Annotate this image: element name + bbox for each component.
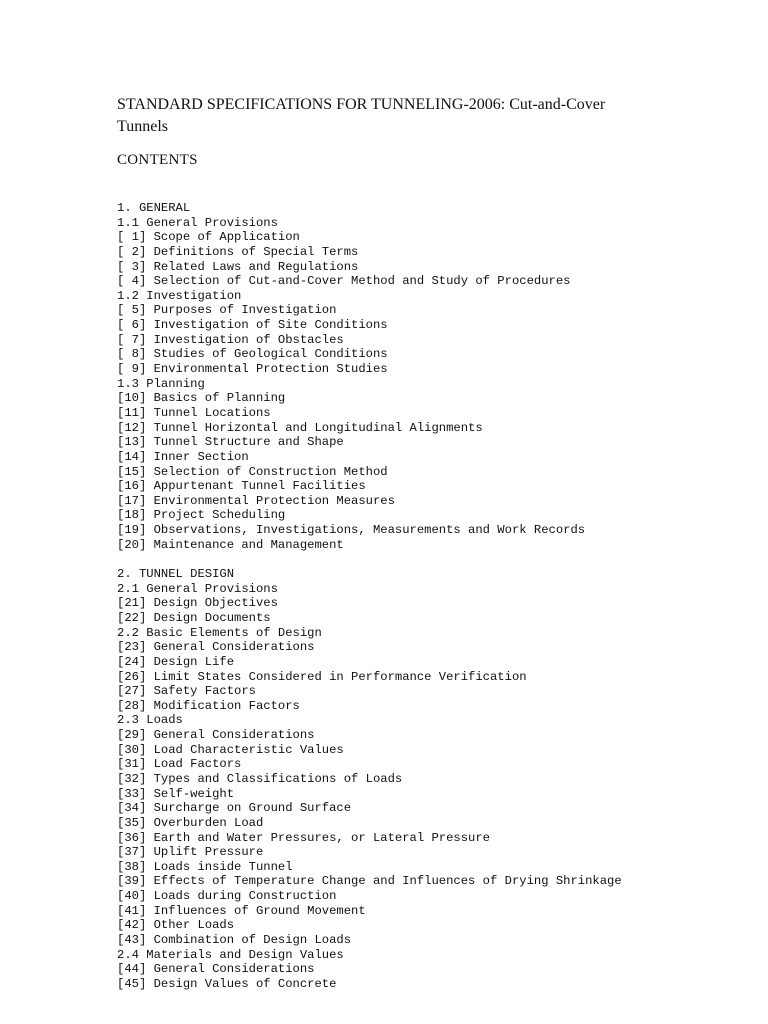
toc-entry: [40] Loads during Construction [117,889,337,904]
toc-entry: [12] Tunnel Horizontal and Longitudinal Alignments [117,420,483,435]
toc-entry: [13] Tunnel Structure and Shape [117,435,344,450]
toc-entry: [36] Earth and Water Pressures, or Lateral Pressure [117,830,490,845]
toc-entry: [44] General Considerations [117,962,315,977]
toc-entry: [35] Overburden Load [117,815,264,830]
toc-entry: [ 1] Scope of Application [117,230,300,245]
toc-entry: [ 5] Purposes of Investigation [117,303,337,318]
toc-entry: [ 2] Definitions of Special Terms [117,244,359,259]
toc-entry: [28] Modification Factors [117,698,300,713]
toc-entry: [ 8] Studies of Geological Conditions [117,347,388,362]
contents-heading: CONTENTS [117,152,198,168]
toc-entry: 2.2 Basic Elements of Design [117,625,322,640]
toc-entry: [ 4] Selection of Cut-and-Cover Method and Study of Procedures [117,274,571,289]
toc-entry: [23] General Considerations [117,640,315,655]
toc-entry: 2.1 General Provisions [117,581,278,596]
toc-entry: [17] Environmental Protection Measures [117,493,395,508]
toc-entry: [39] Effects of Temperature Change and Influences of Drying Shrinkage [117,874,622,889]
toc-entry: [34] Surcharge on Ground Surface [117,801,352,816]
toc-entry: [21] Design Objectives [117,596,278,611]
toc-entry: [19] Observations, Investigations, Measurements and Work Records [117,523,586,538]
toc-entry: 2. TUNNEL DESIGN [117,567,235,582]
toc-entry: [31] Load Factors [117,757,242,772]
toc-entry: [32] Types and Classifications of Loads [117,771,403,786]
toc-entry: [20] Maintenance and Management [117,537,344,552]
toc-entry: 2.4 Materials and Design Values [117,947,344,962]
toc-entry: [24] Design Life [117,654,235,669]
toc-entry: 2.3 Loads [117,713,183,728]
toc-entry: [ 9] Environmental Protection Studies [117,362,388,377]
toc-entry: 1. GENERAL [117,201,191,215]
toc-entry: [33] Self-weight [117,786,235,801]
toc-entry: [10] Basics of Planning [117,391,286,406]
toc-entry: [37] Uplift Pressure [117,845,264,860]
toc-entry: 1.3 Planning [117,376,205,391]
toc-entry: 1.1 General Provisions [117,215,278,230]
toc-entry: [42] Other Loads [117,918,235,933]
toc-entry: [15] Selection of Construction Method [117,464,388,479]
toc-entry: 1.2 Investigation [117,288,242,303]
toc-entry: [29] General Considerations [117,728,315,743]
toc-entry: [22] Design Documents [117,610,271,625]
toc-entry: [45] Design Values of Concrete [117,976,337,991]
toc-entry: [30] Load Characteristic Values [117,742,344,757]
toc-entry: [41] Influences of Ground Movement [117,903,366,918]
toc-entry: [38] Loads inside Tunnel [117,859,293,874]
toc-entry: [14] Inner Section [117,449,249,464]
toc-entry: [18] Project Scheduling [117,508,286,523]
toc-entry: [ 7] Investigation of Obstacles [117,332,344,347]
toc-entry: [43] Combination of Design Loads [117,933,352,948]
document-title: STANDARD SPECIFICATIONS FOR TUNNELING-2006: Cut-and-Cover Tunnels [117,96,606,135]
toc-entry: [ 3] Related Laws and Regulations [117,259,359,274]
toc-entry: [27] Safety Factors [117,684,256,699]
toc-entry: [26] Limit States Considered in Performance Verification [117,669,527,684]
toc-spacer [117,552,622,567]
toc-entry: [16] Appurtenant Tunnel Facilities [117,479,366,494]
toc-entry: [ 6] Investigation of Site Conditions [117,318,388,333]
toc-entry: [11] Tunnel Locations [117,405,271,420]
table-of-contents [117,201,622,992]
